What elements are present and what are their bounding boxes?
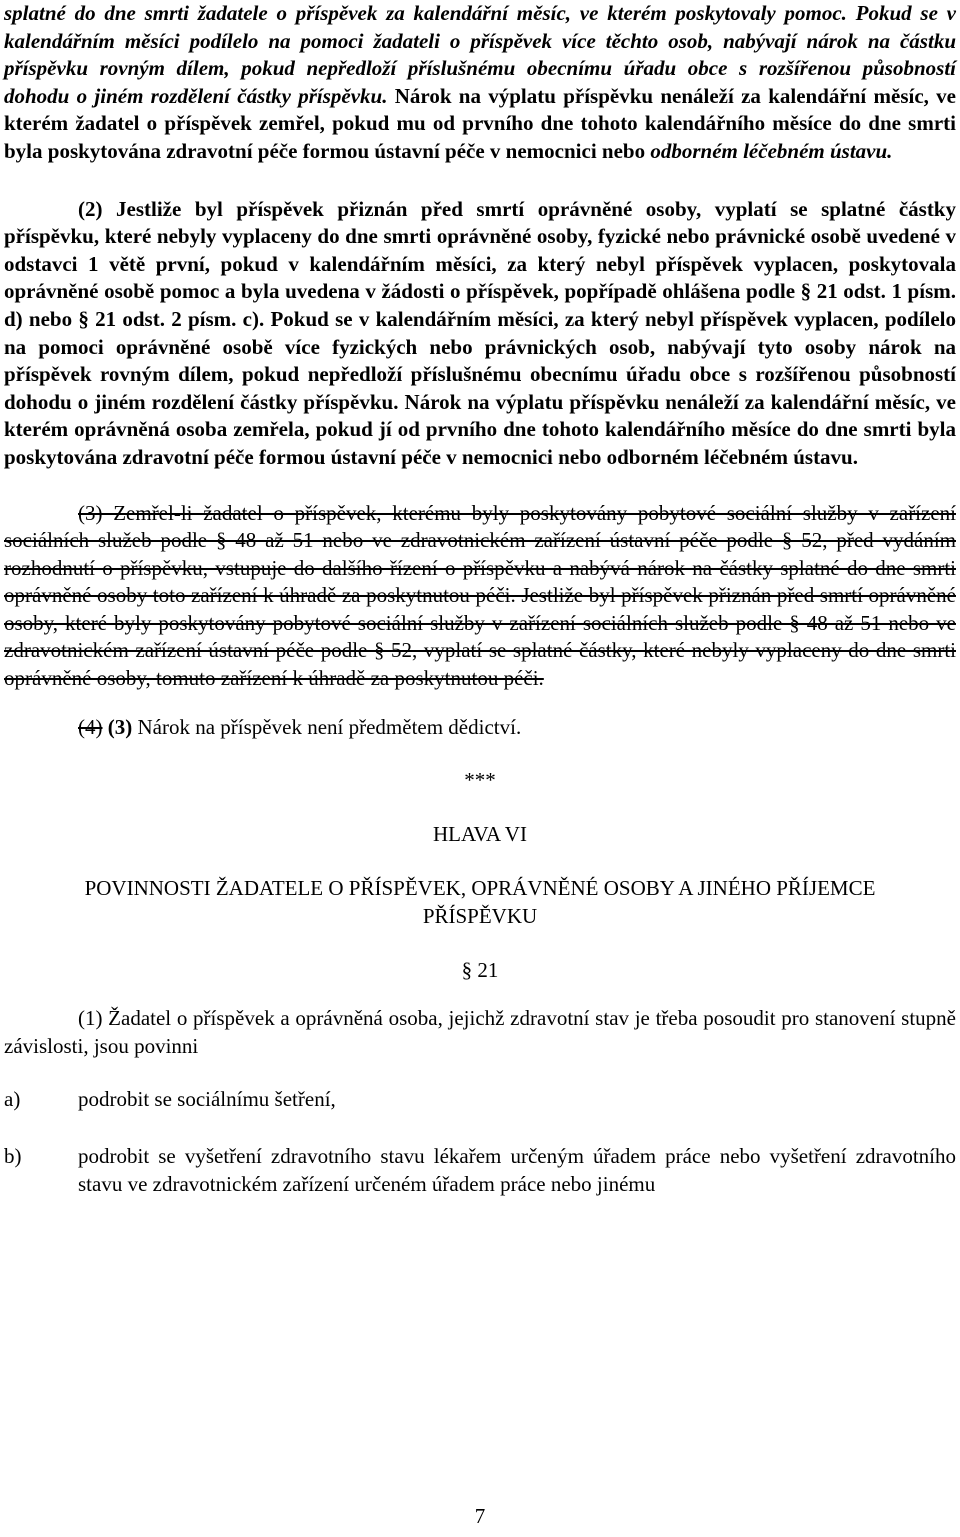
chapter-title: POVINNOSTI ŽADATELE O PŘÍSPĚVEK, OPRÁVNĚNÉ OSOBY A JINÉHO PŘÍJEMCE PŘÍSPĚVKU <box>84 876 876 929</box>
new-paragraph-number: (3) <box>107 714 133 739</box>
list-item-text: podrobit se vyšetření zdravotního stavu lékařem určeným úřadem práce nebo vyšetření zdravotního stavu ve zdravotnickém zařízení určeném úřadem práce nebo jinému <box>78 1144 956 1196</box>
list-item <box>4 1143 956 1198</box>
paragraph-2: (2) Jestliže byl příspěvek přiznán před smrtí oprávněné osoby, vyplatí se splatné částky příspěvku, které nebyly vyplaceny do dne smrti oprávněné osoby, fyzické nebo právnické osobě uvedené v odstavci 1 větě první, pokud v kalendářním měsíci, za který nebyl příspěvek vyplacen, poskytovala oprávněné osobě pomoc a byla uvedena v žádosti o příspěvek, popřípadě ohlášena podle § 21 odst. 1 písm. d) nebo § 21 odst. 2 písm. c). Pokud se v kalendářním měsíci, za který nebyl příspěvek vyplacen, podílelo na pomoci oprávněné osobě více fyzických nebo právnických osob, nabývají tyto osoby nárok na příspěvek rovným dílem, pokud nepředloží příslušnému obecnímu úřadu obce s rozšířenou působností dohodu o jiném rozdělení částky příspěvku. Nárok na výplatu příspěvku nenáleží za kalendářní měsíc, ve kterém oprávněná osoba zemřela, pokud jí od prvního dne tohoto kalendářního měsíce do dne smrti byla poskytována zdravotní péče formou ústavní péče v nemocnici nebo odborném léčebném ústavu. <box>4 196 956 469</box>
list-marker: b) <box>4 1144 22 1168</box>
separator-stars: *** <box>464 768 496 793</box>
old-paragraph-number: (4) <box>78 714 103 739</box>
paragraph-3-struck: (3) Zemřel-li žadatel o příspěvek, kterému byly poskytovány pobytové sociální služby v zařízení sociálních služeb podle § 48 až 51 nebo ve zdravotnickém zařízení ústavní péče podle § 52, před vydáním rozhodnutí o příspěvku, vstupuje do dalšího řízení o příspěvku a nabývá nárok na částky splatné do dne smrti oprávněné osoby toto zařízení k úhradě za poskytnutou péči. Jestliže byl příspěvek přiznán před smrtí oprávněné osoby, které byly poskytovány pobytové sociální služby v zařízení sociálních služeb podle § 48 až 51 nebo ve zdravotnickém zařízení ústavní péče podle § 52, vyplatí se splatné částky, které nebyly vyplaceny do dne smrti oprávněné osoby, tomuto zařízení k úhradě za poskytnutou péči. <box>4 500 956 691</box>
list-item <box>4 1086 956 1114</box>
section-number: § 21 <box>461 957 499 982</box>
paragraph-1-italic-text: splatné do dne smrti žadatele o příspěvek za kalendářní měsíc, ve kterém poskytovaly pomoc. Pokud se v kalendářním měsíci podílelo na pomoci žadateli o příspěvek více těchto osob, nabývají nárok na částku příspěvku rovným dílem, pokud nepředloží příslušnému obecnímu úřadu obce s rozšířenou působností dohodu o jiném rozdělení částky příspěvku. <box>4 1 956 108</box>
paragraph-4-text: Nárok na příspěvek není předmětem dědictví. <box>132 714 522 739</box>
paragraph-4 <box>4 714 956 742</box>
paragraph-5: (1) Žadatel o příspěvek a oprávněná osoba, jejichž zdravotní stav je třeba posoudit pro stanovení stupně závislosti, jsou povinni <box>4 1006 956 1058</box>
paragraph-1 <box>4 0 956 166</box>
paragraph-1-bold-text: Nárok na výplatu příspěvku nenáleží za kalendářní měsíc, ve kterém žadatel o příspěvek zemřel, pokud mu od prvního dne tohoto kalendářního měsíce do dne smrti byla poskytována zdravotní péče formou ústavní péče v nemocnici nebo <box>4 83 956 163</box>
document-body <box>4 0 956 1198</box>
list-marker: a) <box>4 1087 21 1112</box>
chapter-label: HLAVA VI <box>433 821 527 846</box>
paragraph-1-italic-end: odborném léčebném ústavu. <box>650 138 893 163</box>
list-item-text: podrobit se sociálnímu šetření, <box>78 1087 336 1112</box>
page-number: 7 <box>474 1504 486 1528</box>
